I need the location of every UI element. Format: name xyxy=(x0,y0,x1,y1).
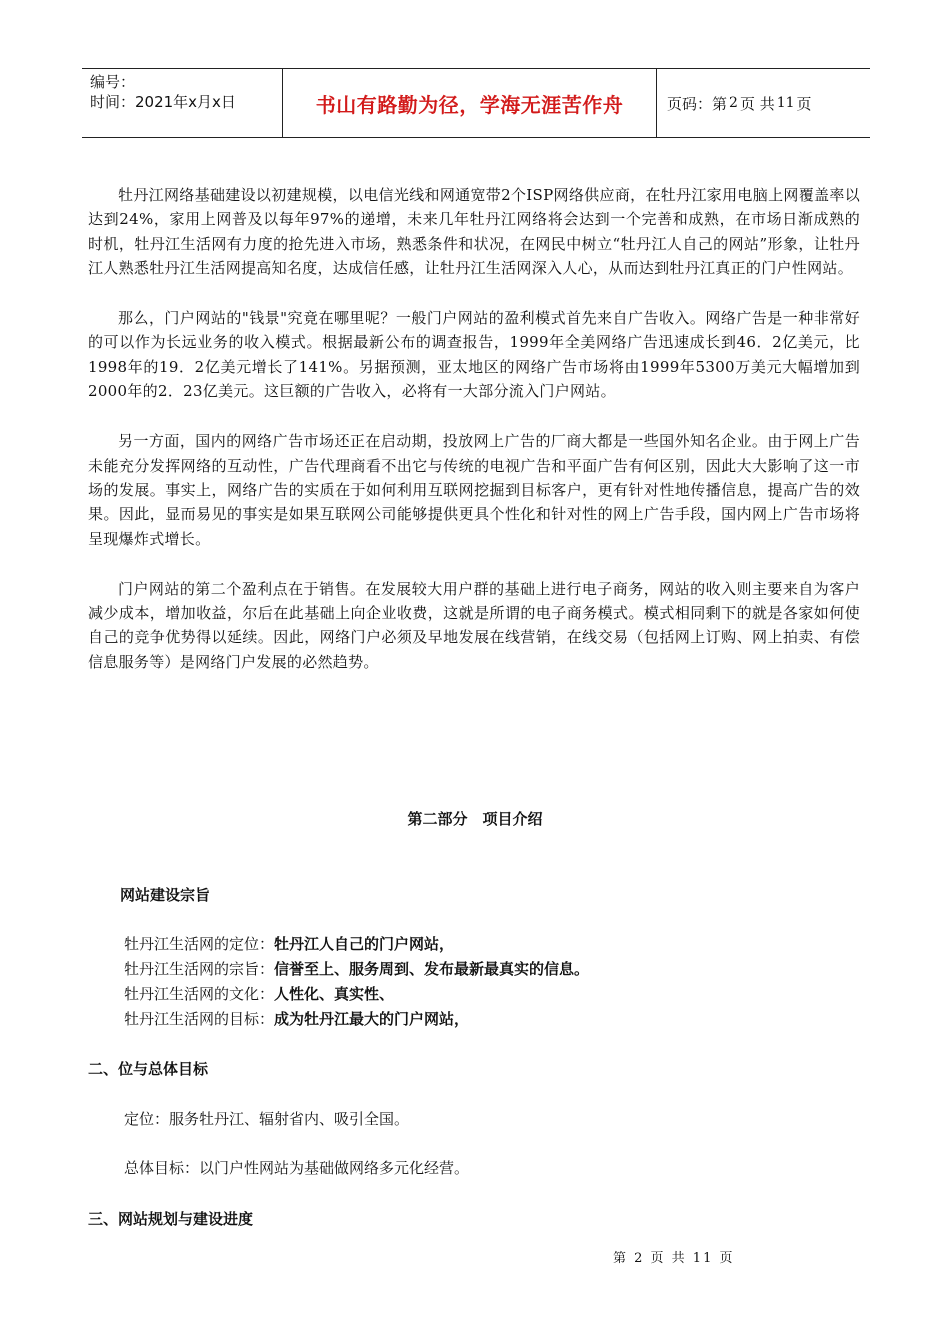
item-label: 牡丹江生活网的定位： xyxy=(124,935,275,953)
time-label: 时间：2021年x月x日 xyxy=(90,93,236,111)
item-value: 人性化、真实性、 xyxy=(274,985,395,1003)
header-meta xyxy=(82,69,283,137)
list-item xyxy=(124,982,589,1007)
paragraph-network-status: 牡丹江网络基础建设以初建规模，以电信光线和网通宽带2个ISP网络供应商，在牡丹江家用电脑上网覆盖率以达到24%，家用上网普及以每年97%的递增，未来几年牡丹江网络将会达到一个完善和成熟，在市场日渐成熟的时机，牡丹江生活网有力度的抢先进入市场，熟悉条件和状况，在网民中树立“牡丹江人自己的网站”形象，让牡丹江人熟悉牡丹江生活网提高知名度，达成信任感，让牡丹江生活网深入人心，从而达到牡丹江真正的门户性网站。 xyxy=(88,186,860,277)
positioning-text: 定位：服务牡丹江、辐射省内、吸引全国。 xyxy=(124,1110,410,1128)
item-value: 信誉至上、服务周到、发布最新最真实的信息。 xyxy=(274,960,590,978)
item-label: 牡丹江生活网的目标： xyxy=(124,1010,275,1028)
list-item xyxy=(124,957,589,982)
section-title: 第二部分 项目介绍 xyxy=(407,810,543,828)
paragraph-advertising-income: 那么，门户网站的"钱景"究竟在哪里呢？一般门户网站的盈利模式首先来自广告收入。网络广告是一种非常好的可以作为长远业务的收入模式。根据最新公布的调查报告，1999年全美网络广告迅速成长到46．2亿美元，比1998年的19．2亿美元增长了141%。另据预测，亚太地区的网络广告市场将由1999年5300万美元大幅增加到2000年的2．23亿美元。这巨额的广告收入，必将有一大部分流入门户网站。 xyxy=(88,309,860,401)
page-mid: 页 共 xyxy=(739,94,775,113)
page-prefix: 页码：第 xyxy=(667,94,728,113)
item-value: 牡丹江人自己的门户网站， xyxy=(274,935,455,953)
header-motto: 书山有路勤为径，学海无涯苦作舟 xyxy=(283,69,657,137)
header-page-info xyxy=(657,69,870,137)
page-suffix: 页 xyxy=(796,94,812,113)
body-content xyxy=(88,183,860,674)
page-total: 11 xyxy=(776,95,795,111)
item-label: 牡丹江生活网的宗旨： xyxy=(124,960,275,978)
overall-goal-text: 总体目标：以门户性网站为基础做网络多元化经营。 xyxy=(124,1159,470,1177)
item-label: 牡丹江生活网的文化： xyxy=(124,985,275,1003)
heading-positioning: 二、位与总体目标 xyxy=(88,1060,209,1078)
item-value: 成为牡丹江最大的门户网站， xyxy=(274,1010,470,1028)
code-label: 编号： xyxy=(90,73,136,91)
list-item xyxy=(124,932,589,957)
list-item xyxy=(124,1007,589,1032)
sub-title: 网站建设宗旨 xyxy=(120,886,211,904)
paragraph-ecommerce: 门户网站的第二个盈利点在于销售。在发展较大用户群的基础上进行电子商务，网站的收入则主要来自为客户减少成本，增加收益，尔后在此基础上向企业收费，这就是所谓的电子商务模式。模式相同剩下的就是各家如何使自己的竞争优势得以延续。因此，网络门户必须及早地发展在线营销，在线交易（包括网上订购、网上拍卖、有偿信息服务等）是网络门户发展的必然趋势。 xyxy=(88,579,860,671)
heading-planning: 三、网站规划与建设进度 xyxy=(88,1210,254,1228)
site-purpose-list xyxy=(124,932,589,1032)
page-header xyxy=(82,68,870,138)
page-number: 2 xyxy=(729,95,738,111)
paragraph-domestic-market: 另一方面，国内的网络广告市场还正在启动期，投放网上广告的厂商大都是一些国外知名企业。由于网上广告未能充分发挥网络的互动性，广告代理商看不出它与传统的电视广告和平面广告有何区别，因此大大影响了这一市场的发展。事实上，网络广告的实质在于如何利用互联网挖掘到目标客户，更有针对性地传播信息，提高广告的效果。因此，显而易见的事实是如果互联网公司能够提供更具个性化和针对性的网上广告手段，国内网上广告市场将呈现爆炸式增长。 xyxy=(88,432,860,548)
page-footer: 第 2 页 共 11 页 xyxy=(613,1251,735,1266)
